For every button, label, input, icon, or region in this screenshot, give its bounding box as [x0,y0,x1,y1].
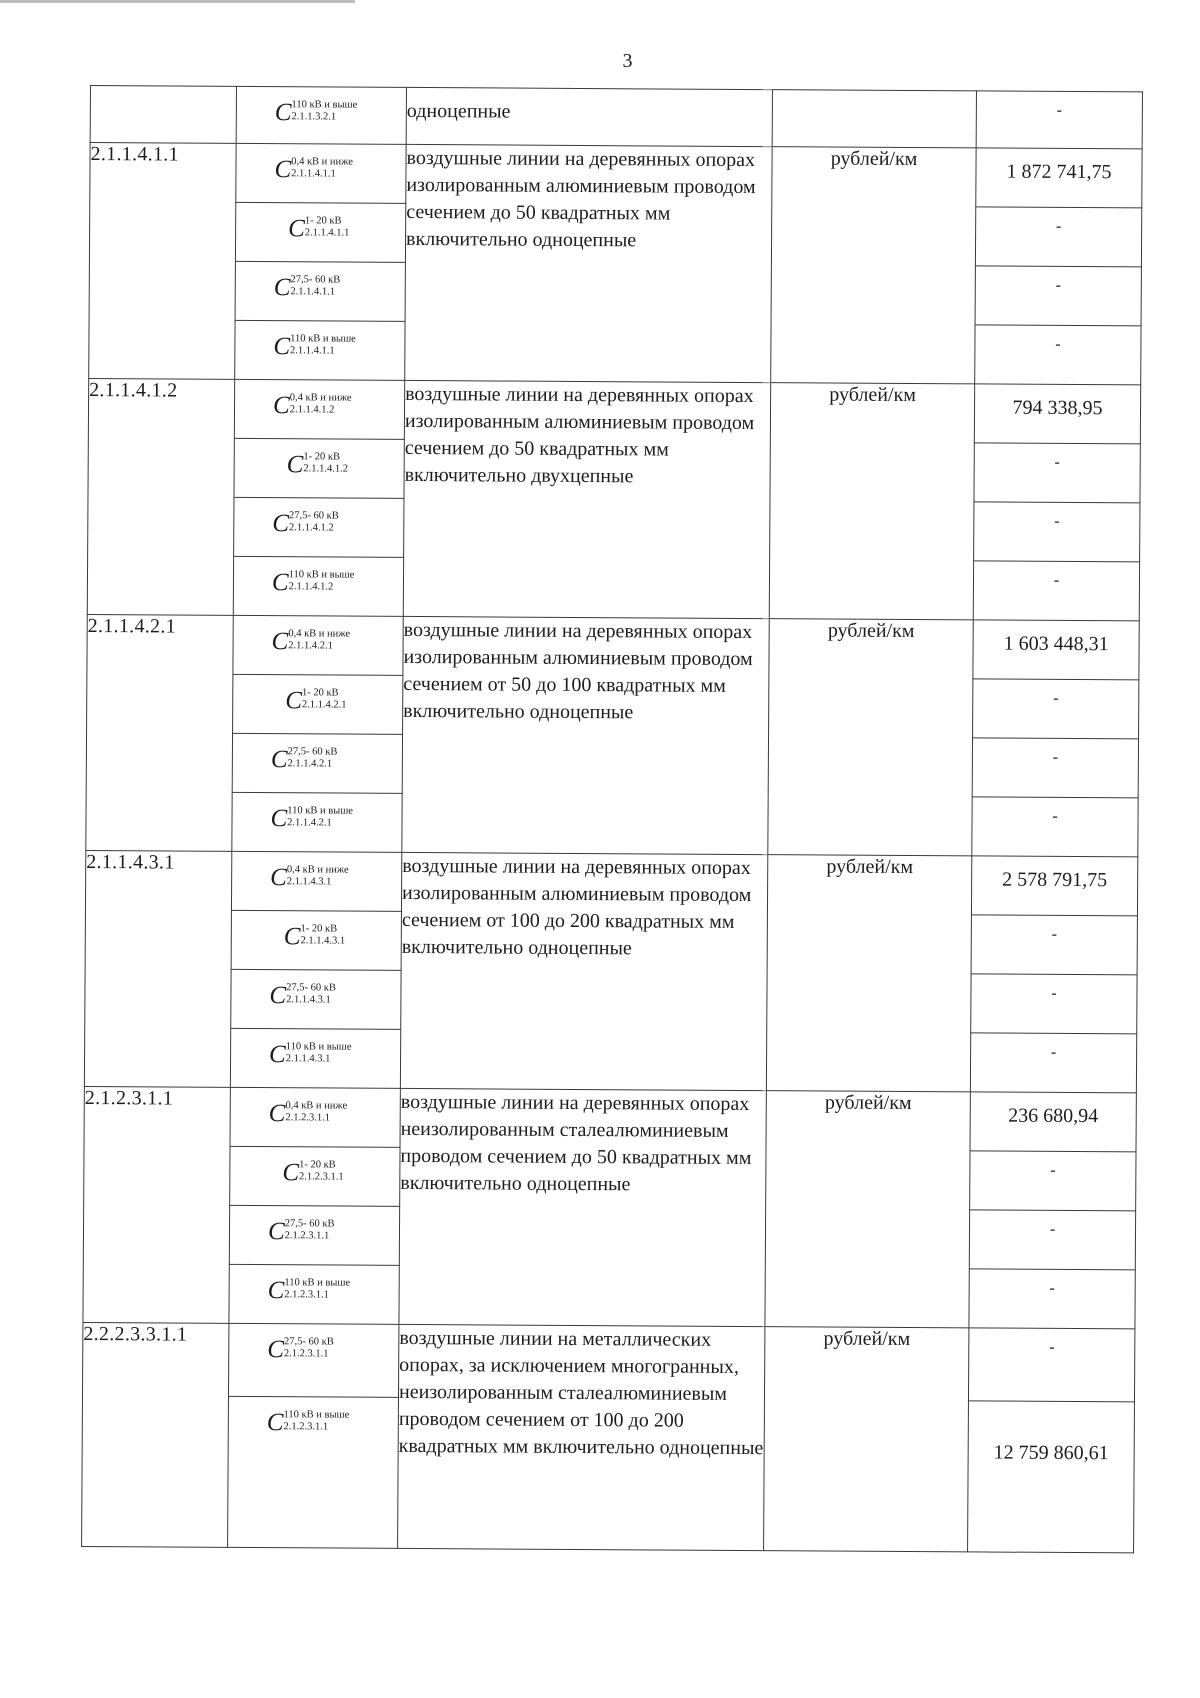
rate-symbol [285,687,346,715]
unit-cell: рублей/км [768,619,973,856]
value-text: - [1054,512,1060,530]
rate-symbol-voltage: 1- 20 кВ [303,451,341,463]
code-cell: 2.1.1.4.3.1 [84,850,231,1087]
rate-symbol [267,1336,334,1364]
rate-symbol-index: 2.1.1.4.1.2 [303,463,349,475]
value-text: 1 872 741,75 [1006,160,1112,184]
value-text: - [1055,335,1061,353]
rate-symbol-letter: C [285,687,303,715]
rate-symbol [269,1100,348,1128]
rate-symbol [275,99,358,128]
rate-symbol-index: 2.1.2.3.1.1 [283,1421,329,1433]
rate-symbol-voltage: 110 кВ и выше [290,333,356,345]
rate-symbol-index: 2.1.2.3.1.1 [285,1112,331,1124]
symbol-cell [229,1264,399,1324]
value-text: - [1055,276,1062,294]
value-text: - [1056,101,1063,119]
value-text: 794 338,95 [1012,396,1103,420]
rate-symbol [270,864,349,892]
value-text: 2 578 791,75 [1002,868,1108,892]
symbol-cell [230,1028,400,1088]
rate-symbol [287,451,348,479]
rate-symbol [268,1218,335,1246]
unit-cell: рублей/км [769,383,974,620]
rate-symbol [274,156,353,184]
rate-symbol-letter: C [267,1218,285,1246]
rate-symbol [271,746,338,774]
rate-symbol-letter: C [268,1100,286,1128]
rate-symbol [272,510,339,538]
rate-symbol-letter: C [266,1409,284,1437]
rate-symbol-index: 2.1.1.4.3.1 [286,876,332,888]
value-text: - [1053,571,1060,589]
rate-symbol [272,569,355,598]
symbol-cell [231,910,401,970]
rate-symbol-letter: C [272,510,290,538]
rate-symbol-index: 2.1.1.4.2.1 [287,758,333,770]
value-cell [973,561,1139,621]
value-text: 236 680,94 [1008,1104,1099,1128]
value-cell [973,620,1139,680]
symbol-cell [235,261,405,321]
code-cell: 2.1.1.4.1.1 [89,143,236,380]
code-cell: 2.1.2.3.1.1 [83,1086,230,1323]
rate-symbol-index: 2.1.1.4.1.1 [291,168,336,180]
symbol-cell [233,556,403,616]
value-text: - [1050,1161,1056,1179]
rate-symbol-voltage: 27,5- 60 кВ [287,746,338,758]
symbol-cell [233,674,403,734]
rate-symbol-voltage: 0,4 кВ и ниже [289,392,352,404]
unit-cell: рублей/км [764,1327,969,1552]
rate-symbol-index: 2.1.1.3.2.1 [291,111,337,123]
rate-symbol-voltage: 1- 20 кВ [300,923,338,935]
symbol-cell [231,969,401,1029]
rate-symbol-index: 2.1.1.4.2.1 [301,699,347,711]
value-cell [972,797,1138,857]
value-text: - [1054,453,1060,471]
rate-symbol-index: 2.1.1.4.3.1 [285,1053,331,1065]
rate-symbol [284,923,345,951]
rate-symbol-voltage: 27,5- 60 кВ [289,510,339,522]
rate-symbol-voltage: 27,5- 60 кВ [290,274,341,286]
rate-symbol-letter: C [271,569,289,597]
code-cell: 2.1.1.4.1.2 [87,378,234,615]
value-cell [974,384,1140,444]
rate-symbol-letter: C [282,1159,300,1187]
value-cell [971,915,1137,975]
code-cell: 2.1.1.4.2.1 [86,614,233,851]
rate-symbol-index: 2.1.2.3.1.1 [284,1289,329,1301]
rate-symbol-voltage: 110 кВ и выше [285,1041,352,1053]
code-cell [90,86,236,144]
description-cell: воздушные линии на деревянных опорах изолированным алюминиевым проводом сечением до 50 квадратных мм включительно двухцепные [403,380,770,618]
value-cell [968,1328,1134,1402]
rate-symbol [269,982,336,1010]
symbol-cell [236,143,406,203]
value-cell [970,1151,1136,1211]
symbol-cell [232,792,402,852]
rate-symbol-index: 2.1.2.3.1.1 [284,1230,330,1242]
value-cell [975,325,1141,385]
rate-symbol-letter: C [270,805,288,833]
page-number: 3 [622,50,633,72]
rate-symbol [274,274,341,302]
table-row [87,614,1139,679]
rate-symbol-voltage: 27,5- 60 кВ [283,1336,334,1348]
rate-symbol-voltage: 110 кВ и выше [291,99,358,111]
value-cell [975,266,1141,326]
rate-symbol [288,215,349,243]
rate-symbol-letter: C [286,451,304,479]
description-cell: воздушные линии на металлических опорах, за исключением многогранных, неизолированным сталеалюминиевым проводом сечением от 100 до 200 квадратных мм включительно одноцепные [398,1324,765,1550]
symbol-cell [234,379,404,439]
symbol-cell [235,202,405,262]
value-cell [976,91,1142,149]
rate-symbol-letter: C [269,982,287,1010]
symbol-cell [234,438,404,498]
description-cell: одноцепные [406,87,772,146]
rate-symbol-voltage: 0,4 кВ и ниже [285,1100,348,1112]
symbol-cell [228,1396,399,1548]
scan-edge-mark [0,0,355,3]
value-text: - [1051,925,1058,943]
rate-symbol-index: 2.1.1.4.2.1 [288,640,333,652]
value-text: - [1055,217,1062,235]
code-cell: 2.2.2.3.3.1.1 [82,1322,229,1547]
rate-symbol-voltage: 110 кВ и выше [284,1277,351,1289]
table-row [85,850,1137,915]
rate-symbol-index: 2.1.1.4.3.1 [300,935,346,947]
symbol-cell [234,497,404,557]
value-cell [969,1210,1135,1270]
rate-symbol-index: 2.1.1.4.1.1 [290,286,336,298]
rate-symbol-letter: C [274,99,292,127]
table-row [82,1322,1134,1401]
rate-symbol-index: 2.1.1.4.1.2 [288,581,334,593]
rate-symbol-index: 2.1.1.4.3.1 [286,994,331,1006]
unit-cell [772,90,976,148]
rate-symbol-letter: C [267,1277,285,1305]
symbol-cell [236,86,406,144]
rate-symbol-letter: C [272,392,290,420]
rate-symbol-voltage: 27,5- 60 кВ [286,982,336,994]
symbol-cell [233,615,403,675]
description-cell: воздушные линии на деревянных опорах неизолированным сталеалюминиевым проводом сечением до 50 квадратных мм включительно одноцепные [399,1088,766,1326]
table-row [90,86,1142,149]
rate-symbol [268,1277,351,1306]
value-text: - [1049,1220,1056,1238]
rate-symbol-letter: C [268,1041,286,1069]
value-text: - [1049,1279,1055,1297]
rate-symbol-letter: C [274,156,292,184]
value-text: 12 759 860,61 [993,1441,1109,1465]
rate-symbol [273,333,356,362]
value-cell [971,974,1137,1034]
value-text: - [1049,1338,1055,1356]
rate-symbol-voltage: 0,4 кВ и ниже [288,628,351,640]
tariff-table [81,85,1143,1553]
value-cell [976,148,1142,208]
value-cell [969,1269,1135,1329]
rate-symbol [269,1041,352,1070]
rate-symbol-index: 2.1.2.3.1.1 [298,1171,344,1183]
rate-symbol-index: 2.1.1.4.2.1 [287,817,332,829]
rate-symbol-voltage: 1- 20 кВ [301,687,339,699]
symbol-cell [230,1087,400,1147]
description-cell: воздушные линии на деревянных опорах изолированным алюминиевым проводом сечением от 50 до 100 квадратных мм включительно одноцепные [402,616,769,854]
rate-symbol-voltage: 0,4 кВ и ниже [286,864,349,876]
rate-symbol-voltage: 1- 20 кВ [304,215,342,227]
table-row [90,143,1142,208]
symbol-cell [235,320,405,380]
rate-symbol-index: 2.1.1.4.1.1 [304,227,350,239]
value-cell [972,738,1138,798]
value-text: - [1052,748,1059,766]
rate-symbol-index: 2.1.1.4.1.2 [288,522,334,534]
unit-cell: рублей/км [771,147,976,384]
rate-symbol-letter: C [270,746,288,774]
symbol-cell [228,1323,398,1397]
rate-symbol-voltage: 27,5- 60 кВ [284,1218,335,1230]
rate-symbol-letter: C [270,864,287,892]
rate-symbol [267,1409,350,1438]
rate-symbol-letter: C [273,333,291,361]
symbol-cell [230,1146,400,1206]
rate-symbol-voltage: 110 кВ и выше [287,805,354,817]
unit-cell: рублей/км [766,855,971,1092]
rate-symbol-letter: C [271,628,289,656]
value-cell [970,1033,1136,1093]
value-text: 1 603 448,31 [1003,632,1109,656]
rate-symbol-voltage: 0,4 кВ и ниже [291,156,354,168]
rate-symbol-letter: C [267,1336,285,1364]
rate-symbol [270,805,353,834]
rate-symbol [273,392,352,420]
table-row [84,1086,1136,1151]
value-cell [974,502,1140,562]
rate-symbol-index: 2.1.2.3.1.1 [283,1348,329,1360]
rate-symbol-voltage: 1- 20 кВ [299,1159,336,1171]
table-row [88,378,1140,443]
value-text: - [1052,807,1058,825]
rate-symbol-index: 2.1.1.4.1.1 [290,345,335,357]
value-text: - [1050,1043,1057,1061]
rate-symbol-letter: C [283,923,301,951]
symbol-cell [231,851,401,911]
rate-symbol-index: 2.1.1.4.1.2 [289,404,335,416]
tariff-table-body [82,86,1143,1553]
value-cell [974,443,1140,503]
description-cell: воздушные линии на деревянных опорах изолированным алюминиевым проводом сечением от 100 до 200 квадратных мм включительно одноцепные [400,852,767,1090]
description-cell: воздушные линии на деревянных опорах изолированным алюминиевым проводом сечением до 50 квадратных мм включительно одноцепные [405,144,772,382]
rate-symbol-voltage: 110 кВ и выше [283,1409,350,1421]
value-cell [971,856,1137,916]
value-text: - [1051,984,1057,1002]
rate-symbol [272,628,351,656]
rate-symbol-letter: C [273,274,291,302]
value-cell [975,207,1141,267]
unit-cell: рублей/км [765,1091,970,1328]
symbol-cell [229,1205,399,1265]
symbol-cell [232,733,402,793]
value-cell [973,679,1139,739]
rate-symbol [282,1159,343,1187]
rate-symbol-letter: C [288,215,305,243]
value-text: - [1053,689,1059,707]
rate-symbol-voltage: 110 кВ и выше [288,569,355,581]
value-cell [968,1401,1135,1553]
value-cell [970,1092,1136,1152]
